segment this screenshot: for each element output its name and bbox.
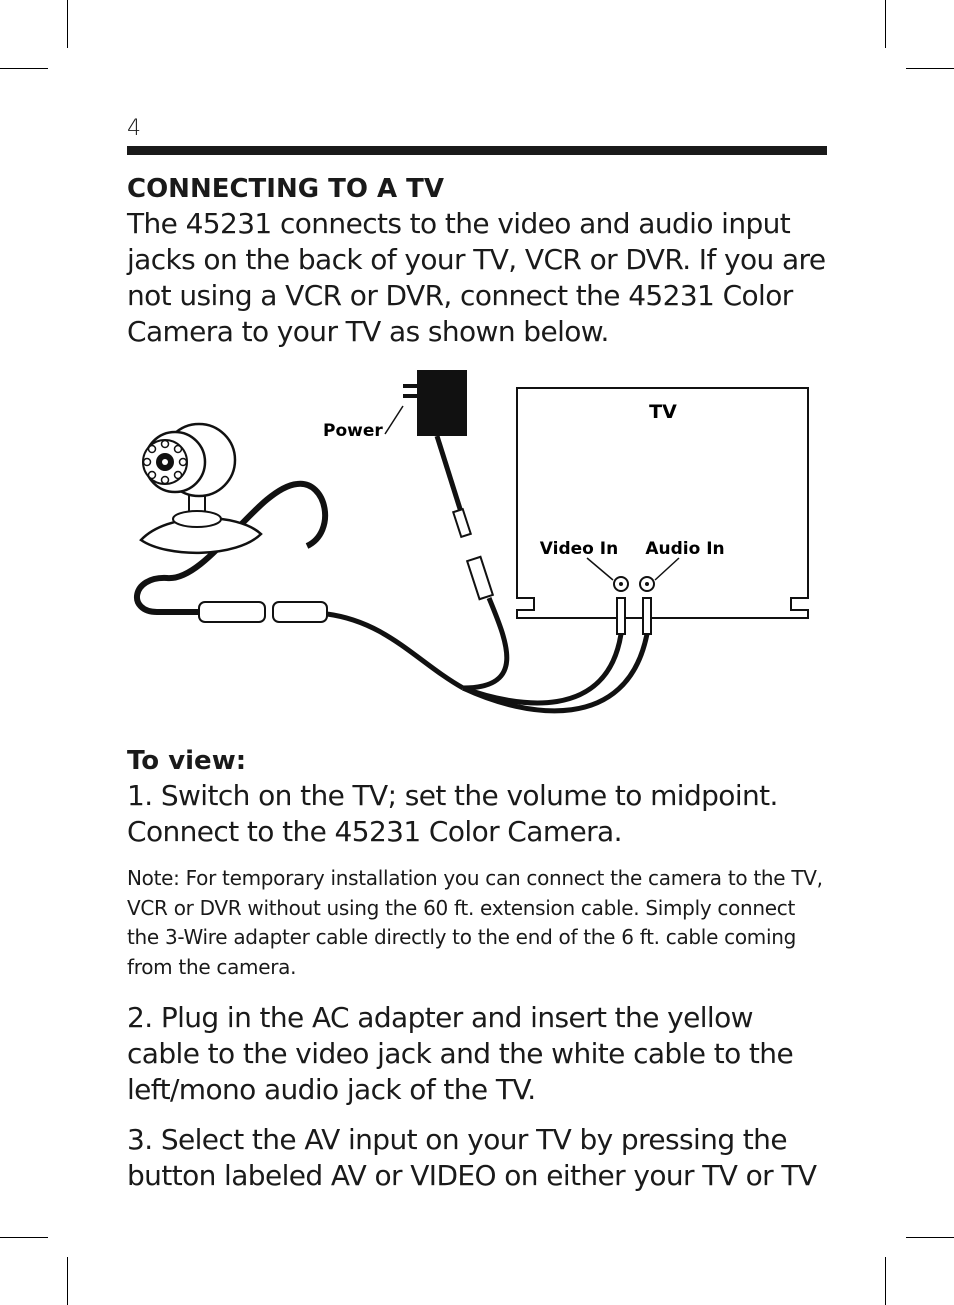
camera-lens-highlight: [162, 459, 168, 465]
extension-cable: [327, 614, 463, 688]
connection-diagram: [127, 362, 827, 730]
video-plug-icon: [617, 598, 625, 634]
intro-paragraph: The 45231 connects to the video and audio input jacks on the back of your TV, VCR or DVR. If you are not using a VCR or DVR, connect the 45231 Color Camera to your TV as shown below.: [127, 207, 826, 348]
video-in-label: Video In: [539, 539, 619, 559]
power-lead: [463, 598, 507, 688]
video-jack-center: [619, 582, 623, 586]
audio-in-leader: [655, 558, 679, 580]
audio-in-label: Audio In: [645, 539, 725, 559]
section-heading: CONNECTING TO A TV: [127, 174, 445, 204]
power-label: Power: [323, 421, 383, 441]
crop-mark: [885, 0, 886, 48]
step-2: 2. Plug in the AC adapter and insert the yellow cable to the video jack and the white cable to the left/mono audio jack of the TV.: [127, 1001, 794, 1106]
power-adapter-icon: [417, 370, 467, 436]
crop-mark: [906, 1237, 954, 1238]
crop-mark: [0, 68, 48, 69]
camera-mount: [173, 511, 221, 527]
power-plug-icon: [453, 509, 471, 537]
audio-plug-icon: [643, 598, 651, 634]
cable-connector-icon: [199, 602, 265, 622]
crop-mark: [0, 1237, 48, 1238]
power-cable: [437, 436, 461, 512]
audio-jack-center: [645, 582, 649, 586]
page-number: 4: [127, 116, 141, 141]
video-in-leader: [587, 558, 613, 580]
power-leader: [385, 406, 403, 434]
note-paragraph: Note: For temporary installation you can connect the camera to the TV, VCR or DVR without using the 60 ft. extension cable. Simply connect the 3-Wire adapter cable directly to the end of the 6 ft. cable coming from the camera.: [127, 866, 823, 979]
crop-mark: [67, 0, 68, 48]
adapter-prong: [403, 394, 419, 398]
power-jack-icon: [467, 557, 493, 599]
step-1: 1. Switch on the TV; set the volume to midpoint. Connect to the 45231 Color Camera.: [127, 779, 778, 848]
adapter-prong: [403, 384, 419, 388]
video-cable: [463, 634, 621, 703]
crop-mark: [906, 68, 954, 69]
header-rule: [127, 146, 827, 155]
crop-mark: [67, 1257, 68, 1305]
crop-mark: [885, 1257, 886, 1305]
cable-coupler-icon: [273, 602, 327, 622]
step-3: 3. Select the AV input on your TV by pressing the button labeled AV or VIDEO on either your TV or TV: [127, 1123, 817, 1192]
intro-section: [127, 172, 827, 350]
connection-diagram-svg: [127, 362, 827, 730]
tv-label: TV: [649, 401, 677, 423]
instructions-section: [127, 744, 827, 1208]
to-view-heading: To view:: [127, 746, 247, 776]
